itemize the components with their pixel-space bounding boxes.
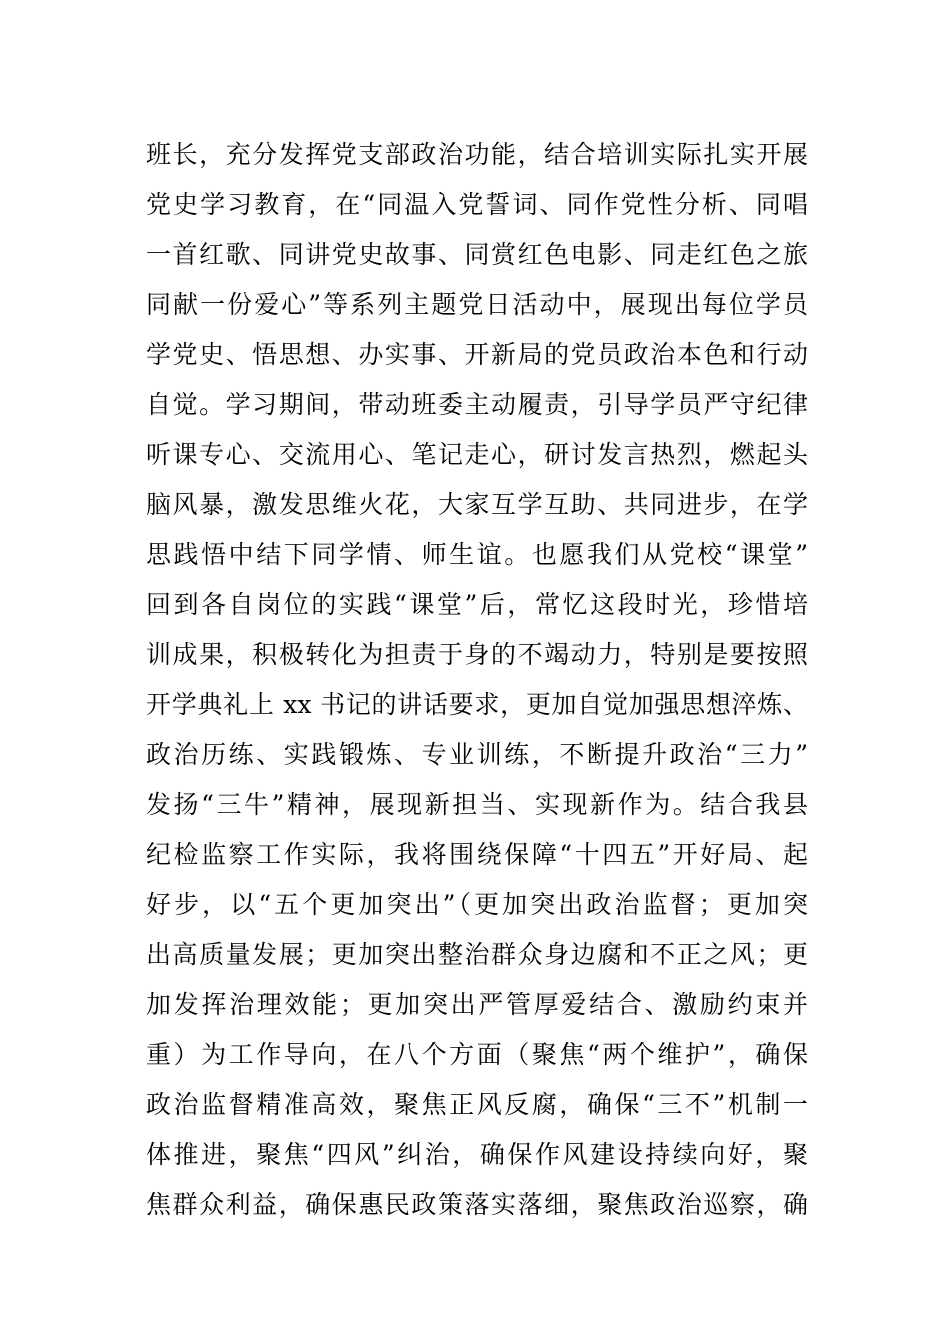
text-line: 发扬“三牛”精神，展现新担当、实现新作为。结合我县 <box>146 790 808 819</box>
text-line: 自觉。学习期间，带动班委主动履责，引导学员严守纪律 <box>146 390 808 419</box>
text-line: 同献一份爱心”等系列主题党日活动中，展现出每位学员 <box>146 290 808 319</box>
text-line: 学党史、悟思想、办实事、开新局的党员政治本色和行动 <box>146 340 808 369</box>
text-line: 班长，充分发挥党支部政治功能，结合培训实际扎实开展 <box>146 140 808 169</box>
text-line: 听课专心、交流用心、笔记走心，研讨发言热烈，燃起头 <box>146 440 808 469</box>
text-line: 回到各自岗位的实践“课堂”后，常忆这段时光，珍惜培 <box>146 590 808 619</box>
text-line: 党史学习教育，在“同温入党誓词、同作党性分析、同唱 <box>146 190 808 219</box>
text-line: 思践悟中结下同学情、师生谊。也愿我们从党校“课堂” <box>146 540 808 569</box>
text-line: 加发挥治理效能；更加突出严管厚爱结合、激励约束并 <box>146 990 808 1019</box>
text-line: 纪检监察工作实际，我将围绕保障“十四五”开好局、起 <box>146 840 808 869</box>
text-line: 重）为工作导向，在八个方面（聚焦“两个维护”，确保 <box>146 1040 808 1069</box>
text-line: 一首红歌、同讲党史故事、同赏红色电影、同走红色之旅 <box>146 240 808 269</box>
body-paragraph <box>146 130 808 1230</box>
text-line: 开学典礼上 xx 书记的讲话要求，更加自觉加强思想淬炼、 <box>146 690 808 719</box>
text-line: 焦群众利益，确保惠民政策落实落细，聚焦政治巡察，确 <box>146 1190 808 1219</box>
text-line: 体推进，聚焦“四风”纠治，确保作风建设持续向好，聚 <box>146 1140 808 1169</box>
text-line: 政治监督精准高效，聚焦正风反腐，确保“三不”机制一 <box>146 1090 808 1119</box>
text-line: 好步，以“五个更加突出”（更加突出政治监督；更加突 <box>146 890 808 919</box>
text-line: 政治历练、实践锻炼、专业训练，不断提升政治“三力” <box>146 740 808 769</box>
text-line: 脑风暴，激发思维火花，大家互学互助、共同进步，在学 <box>146 490 808 519</box>
text-line: 出高质量发展；更加突出整治群众身边腐和不正之风；更 <box>146 940 808 969</box>
text-line: 训成果，积极转化为担责于身的不竭动力，特别是要按照 <box>146 640 808 669</box>
